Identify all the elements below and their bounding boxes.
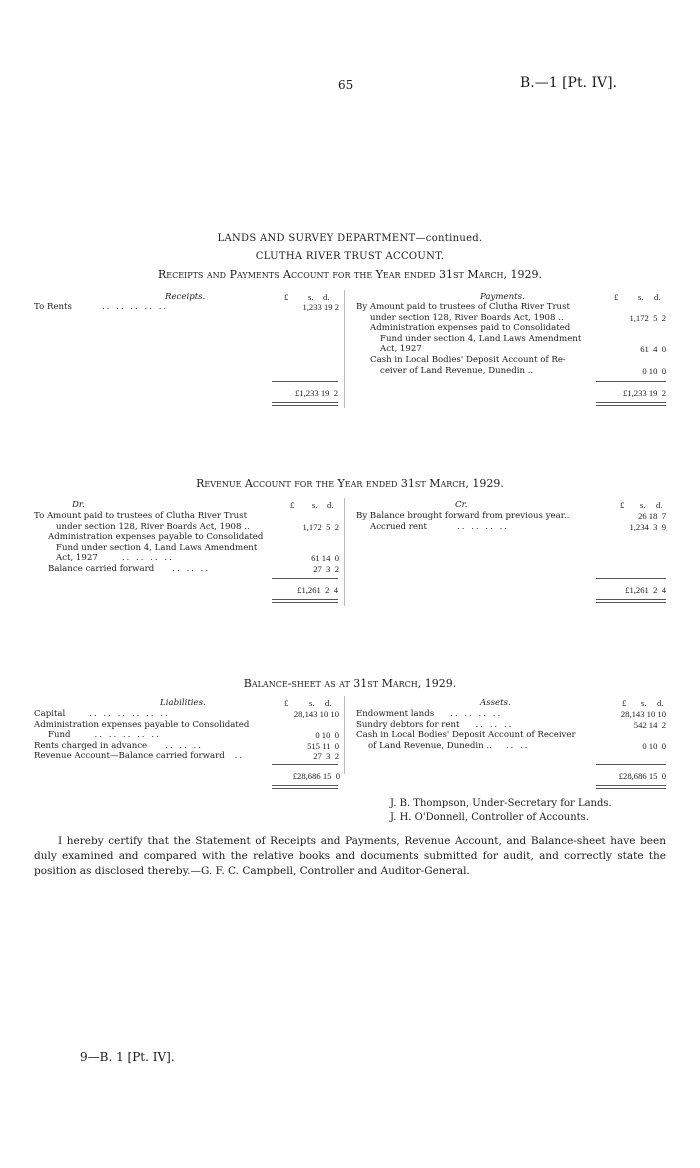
col-d: d.: [323, 292, 330, 302]
revenue-cr-list: [356, 511, 666, 532]
col-s: s.: [312, 500, 318, 510]
receipts-payments-title: Receipts and Payments Account for the Year ended 31st March, 1929.: [157, 268, 543, 281]
col-d: d.: [325, 698, 332, 708]
asset-row: Cash in Local Bodies' Deposit Account of Receiver: [356, 730, 576, 741]
col-s: s.: [640, 500, 646, 510]
asset-row: of Land Revenue, Dunedin .. .. .. 0 10 0: [368, 740, 666, 751]
col-s: s.: [308, 292, 314, 302]
signature-under-secretary: J. B. Thompson, Under-Secretary for Lands.: [390, 798, 612, 809]
receipt-amount: 1,233 19 2: [302, 302, 339, 312]
col-pound: £: [614, 292, 619, 302]
revenue-cr-header: Cr.: [455, 500, 468, 510]
col-pound: £: [622, 698, 627, 708]
document-code: B.—1 [Pt. IV].: [520, 75, 618, 91]
department-heading: LANDS AND SURVEY DEPARTMENT—continued.: [217, 233, 483, 244]
liability-row: Revenue Account—Balance carried forward .. 27 3 2: [34, 751, 339, 762]
account-heading: CLUTHA RIVER TRUST ACCOUNT.: [255, 251, 445, 262]
revenue-dr-row: Balance carried forward .. .. .. 27 3 2: [48, 563, 339, 574]
col-pound: £: [284, 698, 289, 708]
payments-total: £1,233 19 2: [623, 388, 666, 398]
assets-header: Assets.: [480, 698, 511, 708]
liabilities-total: £28,686 15 0: [292, 771, 340, 781]
col-d: d.: [656, 500, 663, 510]
assets-total: £28,686 15 0: [618, 771, 666, 781]
revenue-dr-row: Administration expenses payable to Consolidated Fund under section 4, Land Laws Amendment Act, 1927 .. .. .. .. 61 14 0: [48, 532, 339, 564]
col-pound: £: [620, 500, 625, 510]
liability-row: Administration expenses payable to Consolidated: [34, 719, 250, 730]
page-footer: 9—B. 1 [Pt. IV].: [80, 1050, 175, 1064]
col-d: d.: [327, 500, 334, 510]
liability-row: Capital .. .. .. .. .. .. 28,143 10 10: [34, 709, 339, 719]
payments-list: [356, 302, 666, 376]
page-number: 65: [338, 78, 354, 92]
revenue-title: Revenue Account for the Year ended 31st March, 1929.: [196, 477, 504, 490]
receipts-row: To Rents .. .. .. .. .. 1,233 19 2: [34, 302, 339, 312]
liability-row: Rents charged in advance .. .. .. 515 11 0: [34, 740, 339, 751]
receipts-header: Receipts.: [165, 292, 206, 302]
payment-row: Administration expenses paid to Consolidated Fund under section 4, Land Laws Amendment Act, 1927 61 4 0: [370, 323, 666, 355]
assets-list: [356, 709, 666, 751]
revenue-cr-row: Accrued rent .. .. .. .. 1,234 3 9: [370, 521, 666, 532]
payment-row: By Amount paid to trustees of Clutha River Trust under section 128, River Boards Act, 1908 .. 1,172 5 2: [356, 302, 666, 323]
revenue-dr-row: To Amount paid to trustees of Clutha River Trust under section 128, River Boards Act, 1908 .. 1,172 5 2: [34, 511, 339, 532]
asset-row: Sundry debtors for rent .. .. .. 542 14 2: [356, 719, 666, 730]
balance-sheet-title: Balance-sheet as at 31st March, 1929.: [243, 677, 457, 690]
liabilities-list: [34, 709, 339, 762]
audit-certificate: I hereby certify that the Statement of Receipts and Payments, Revenue Account, and Balance-sheet have been duly examined and compared with the relative books and documents submitted for audit, and correctly state the position as disclosed thereby.—G. F. C. Campbell, Controller and Auditor-General.: [34, 835, 666, 877]
revenue-cr-row: By Balance brought forward from previous year.. 26 18 7: [356, 511, 666, 521]
col-s: s.: [641, 698, 647, 708]
col-d: d.: [657, 698, 664, 708]
payment-row: Cash in Local Bodies' Deposit Account of Re- ceiver of Land Revenue, Dunedin .. 0 10 0: [370, 354, 666, 376]
col-s: s.: [309, 698, 315, 708]
liabilities-header: Liabilities.: [160, 698, 206, 708]
payments-header: Payments.: [480, 292, 525, 302]
revenue-cr-total: £1,261 2 4: [625, 585, 666, 595]
receipt-label: To Rents: [34, 302, 72, 312]
col-pound: £: [284, 292, 289, 302]
col-pound: £: [290, 500, 295, 510]
col-d: d.: [654, 292, 661, 302]
col-s: s.: [638, 292, 644, 302]
revenue-dr-total: £1,261 2 4: [297, 585, 338, 595]
revenue-dr-header: Dr.: [72, 500, 85, 510]
signature-controller: J. H. O'Donnell, Controller of Accounts.: [390, 812, 589, 823]
revenue-dr-list: [34, 511, 339, 575]
liability-row: Fund .. .. .. .. .. 0 10 0: [48, 730, 339, 741]
receipts-total: £1,233 19 2: [295, 388, 338, 398]
asset-row: Endowment lands .. .. .. .. 28,143 10 10: [356, 709, 666, 719]
